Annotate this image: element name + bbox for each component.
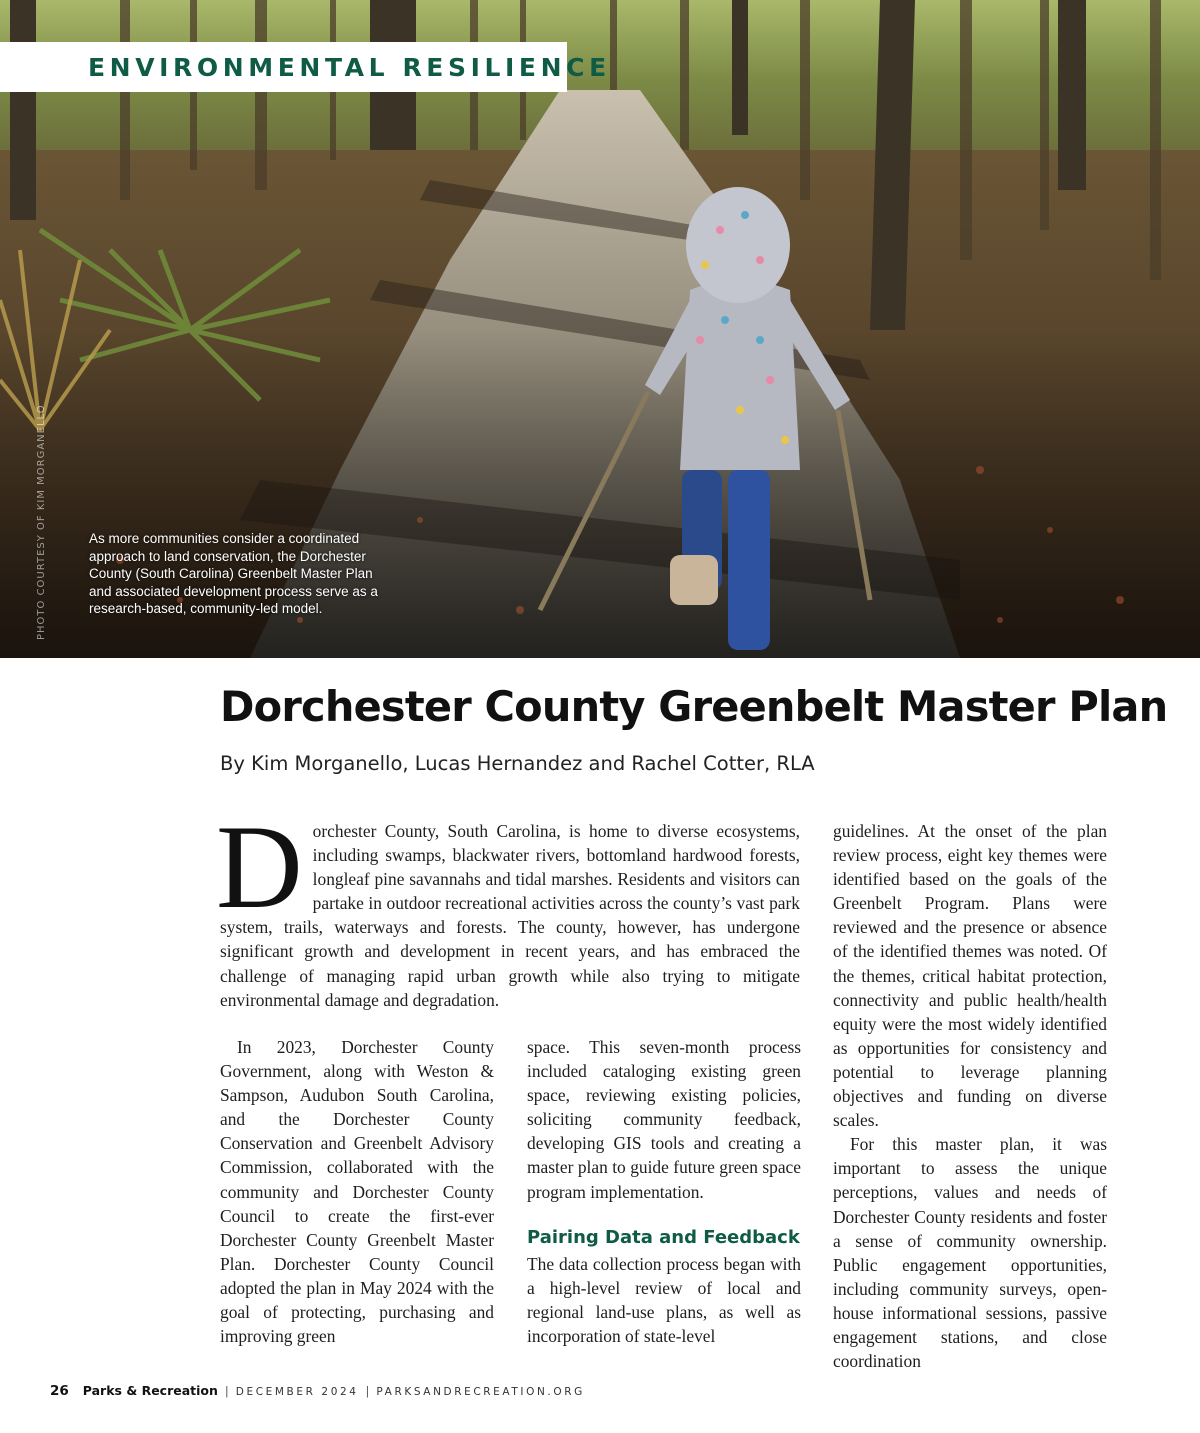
paragraph: For this master plan, it was important to assess the unique perceptions, values and needs of Dorchester County residents and foster a sense of community ownership. Public engagement opportunities, including community surveys, open-house informational sessions, passive engagement stations, and close coordination: [833, 1134, 1107, 1372]
page-number: 26: [50, 1383, 69, 1399]
column-left: [220, 1035, 494, 1348]
photo-credit: PHOTO COURTESY OF KIM MORGANELLO: [36, 404, 47, 640]
issue-date: DECEMBER 2024: [235, 1386, 359, 1398]
column-middle: [527, 1035, 801, 1348]
magazine-name: Parks & Recreation: [82, 1383, 218, 1398]
section-subhead: Pairing Data and Feedback: [527, 1226, 800, 1248]
article-byline: By Kim Morganello, Lucas Hernandez and Rachel Cotter, RLA: [220, 752, 815, 775]
column-right: [833, 819, 1107, 1373]
hero-photo: [0, 0, 1200, 658]
footer-separator: |: [224, 1384, 229, 1398]
article-title: Dorchester County Greenbelt Master Plan: [220, 682, 1168, 731]
section-label: ENVIRONMENTAL RESILIENCE: [88, 52, 611, 82]
footer-separator: |: [365, 1384, 370, 1398]
paragraph: The data collection process began with a high-level review of local and regional land-use plans, as well as incorporation of state-level: [527, 1253, 801, 1346]
website-link[interactable]: PARKSANDRECREATION.ORG: [376, 1386, 585, 1398]
section-tag: [0, 42, 611, 92]
drop-cap: D: [216, 800, 303, 933]
paragraph: space. This seven-month process included cataloging existing green space, reviewing existing policies, soliciting community feedback, developing GIS tools and creating a master plan to guide future green space program implementation.: [527, 1037, 801, 1202]
intro-paragraph: [216, 800, 800, 1012]
intro-text: orchester County, South Carolina, is home to diverse ecosystems, including swamps, blackwater rivers, bottomland hardwood forests, longleaf pine savannahs and tidal marshes. Residents and visitors can partake in outdoor recreational activities across the county’s vast park system, trails, waterways and forests. The county, however, has undergone significant growth and development in recent years, and has embraced the challenge of managing rapid urban growth while also trying to mitigate environmental damage and degradation.: [220, 821, 800, 1010]
photo-caption: As more communities consider a coordinated approach to land conservation, the Dorchester County (South Carolina) Greenbelt Master Plan and associated development process serve as a research-based, community-led model.: [89, 531, 378, 616]
page-footer: [50, 1383, 585, 1399]
paragraph: guidelines. At the onset of the plan review process, eight key themes were identified based on the goals of the Greenbelt Program. Plans were reviewed and the presence or absence of the identified themes was noted. Of the themes, critical habitat protection, connectivity and public health/health equity were the most widely identified as opportunities for consistency and potential to leverage planning objectives and funding on diverse scales.: [833, 821, 1107, 1131]
paragraph: In 2023, Dorchester County Government, along with Weston & Sampson, Audubon South Carolina, and the Dorchester County Conservation and Greenbelt Advisory Commission, collaborated with the community and Dorchester County Council to create the first-ever Dorchester County Greenbelt Master Plan. Dorchester County Council adopted the plan in May 2024 with the goal of protecting, purchasing and improving green: [220, 1037, 494, 1347]
